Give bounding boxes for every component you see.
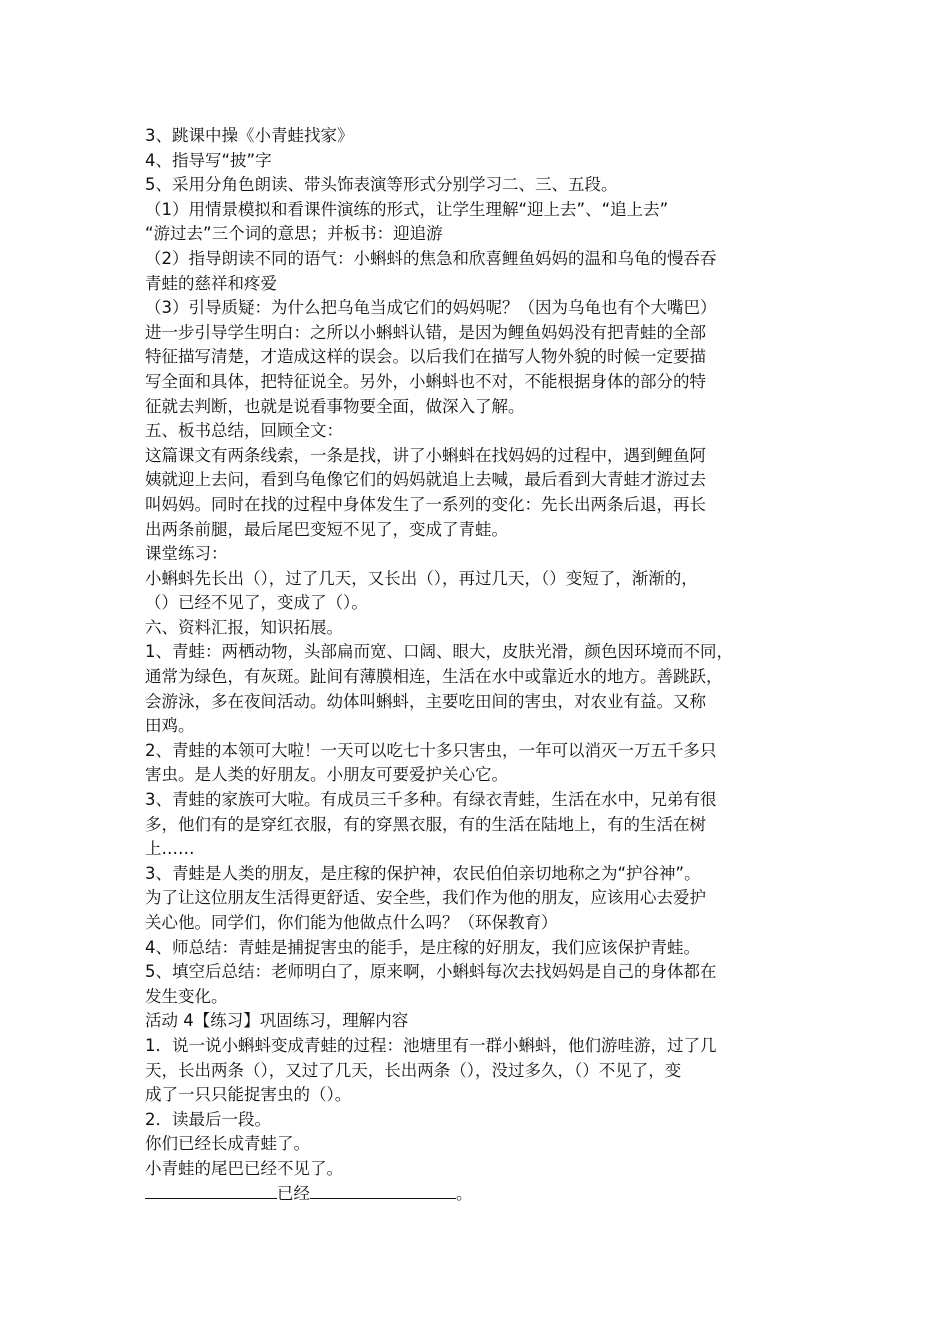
fill-end-text: 。	[456, 1183, 473, 1203]
text-line-36: 发生变化。	[145, 986, 228, 1006]
text-line-7: 青蛙的慈祥和疼爱	[145, 273, 277, 293]
text-line-21: 六、资料汇报，知识拓展。	[145, 617, 343, 637]
text-line-22: 1、青蛙：两栖动物，头部扁而宽、口阔、眼大，皮肤光滑，颜色因环境而不同，	[145, 642, 733, 662]
text-line-6: （2）指导朗读不同的语气：小蝌蚪的焦急和欣喜鲤鱼妈妈的温和乌龟的慢吞吞	[145, 248, 717, 268]
text-line-42: 你们已经长成青蛙了。	[145, 1134, 310, 1154]
text-line-17: 出两条前腿，最后尾巴变短不见了，变成了青蛙。	[145, 519, 508, 539]
text-line-5: “游过去”三个词的意思；并板书：迎追游	[145, 224, 443, 244]
text-line-16: 叫妈妈。同时在找的过程中身体发生了一系列的变化：先长出两条后退，再长	[145, 494, 706, 514]
text-line-43: 小青蛙的尾巴已经不见了。	[145, 1158, 343, 1178]
text-line-4: （1）用情景模拟和看课件演练的形式，让学生理解“迎上去”、“追上去”	[145, 199, 669, 219]
text-line-11: 写全面和具体，把特征说全。另外，小蝌蚪也不对，不能根据身体的部分的特	[145, 371, 706, 391]
fill-blank-1	[145, 1184, 277, 1199]
text-line-18: 课堂练习：	[145, 544, 228, 564]
text-line-15: 姨就迎上去问，看到乌龟像它们的妈妈就追上去喊，最后看到大青蛙才游过去	[145, 470, 706, 490]
text-line-30: 上……	[145, 839, 195, 859]
text-line-1: 3、跳课中操《小青蛙找家》	[145, 126, 354, 145]
fill-blank-2	[310, 1184, 456, 1199]
text-line-33: 关心他。同学们，你们能为他做点什么吗？（环保教育）	[145, 913, 558, 932]
fill-in-line	[145, 1182, 813, 1207]
text-line-27: 害虫。是人类的好朋友。小朋友可要爱护关心它。	[145, 765, 508, 785]
text-line-38: 1．说一说小蝌蚪变成青蛙的过程：池塘里有一群小蝌蚪，他们游哇游，过了几	[145, 1035, 717, 1055]
text-line-34: 4、师总结：青蛙是捕捉害虫的能手，是庄稼的好朋友，我们应该保护青蛙。	[145, 937, 700, 957]
text-line-29: 多，他们有的是穿红衣服，有的穿黑衣服，有的生活在陆地上，有的生活在树	[145, 814, 706, 834]
text-line-32: 为了让这位朋友生活得更舒适、安全些，我们作为他的朋友，应该用心去爱护	[145, 888, 706, 908]
text-line-8: （3）引导质疑：为什么把乌龟当成它们的妈妈呢？（因为乌龟也有个大嘴巴）	[145, 298, 717, 318]
document-page	[145, 124, 813, 1206]
text-line-13: 五、板书总结，回顾全文：	[145, 421, 343, 441]
text-line-12: 征就去判断，也就是说看事物要全面，做深入了解。	[145, 396, 525, 416]
text-line-20: （）已经不见了，变成了（）。	[145, 593, 368, 613]
text-line-10: 特征描写清楚，才造成这样的误会。以后我们在描写人物外貌的时候一定要描	[145, 347, 706, 367]
text-line-23: 通常为绿色，有灰斑。趾间有薄膜相连，生活在水中或靠近水的地方。善跳跃，	[145, 667, 723, 687]
text-line-37: 活动 4【练习】巩固练习，理解内容	[145, 1011, 409, 1031]
fill-middle-text: 已经	[277, 1183, 310, 1203]
text-line-26: 2、青蛙的本领可大啦！一天可以吃七十多只害虫，一年可以消灭一万五千多只	[145, 740, 717, 760]
text-line-28: 3、青蛙的家族可大啦。有成员三千多种。有绿衣青蛙，生活在水中，兄弟有很	[145, 790, 717, 810]
text-line-41: 2．读最后一段。	[145, 1109, 271, 1129]
text-line-19: 小蝌蚪先长出（），过了几天，又长出（），再过几天，（）变短了，渐渐的，	[145, 568, 698, 588]
text-line-25: 田鸡。	[145, 716, 195, 736]
text-line-2: 4、指导写“披”字	[145, 150, 272, 170]
text-line-9: 进一步引导学生明白：之所以小蝌蚪认错，是因为鲤鱼妈妈没有把青蛙的全部	[145, 322, 706, 342]
text-line-39: 天，长出两条（），又过了几天，长出两条（），没过多久，（）不见了，变	[145, 1060, 682, 1080]
text-line-14: 这篇课文有两条线索，一条是找，讲了小蝌蚪在找妈妈的过程中，遇到鲤鱼阿	[145, 445, 706, 465]
text-line-3: 5、采用分角色朗读、带头饰表演等形式分别学习二、三、五段。	[145, 175, 618, 195]
text-line-31: 3、青蛙是人类的朋友，是庄稼的保护神，农民伯伯亲切地称之为“护谷神”。	[145, 863, 701, 883]
text-line-24: 会游泳，多在夜间活动。幼体叫蝌蚪，主要吃田间的害虫，对农业有益。又称	[145, 691, 706, 711]
text-line-35: 5、填空后总结：老师明白了，原来啊，小蝌蚪每次去找妈妈是自己的身体都在	[145, 962, 717, 982]
text-line-40: 成了一只只能捉害虫的（）。	[145, 1085, 352, 1105]
